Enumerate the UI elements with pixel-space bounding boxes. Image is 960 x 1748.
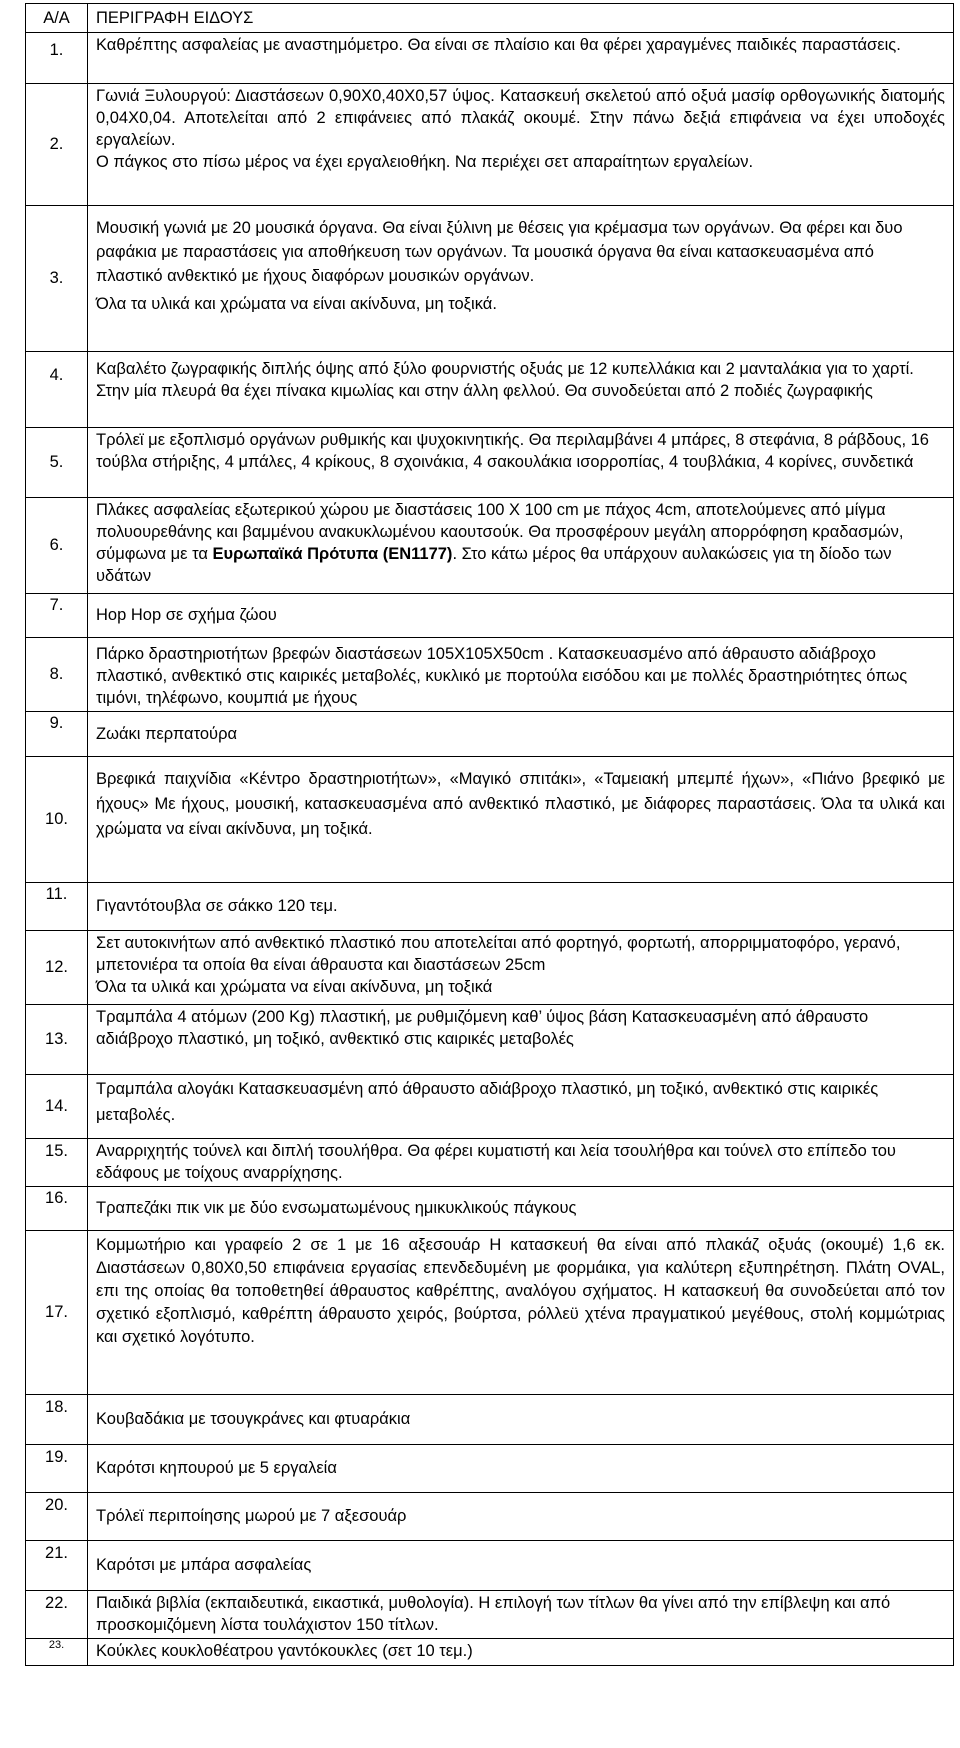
- description-line: Τραπεζάκι πικ νικ με δύο ενσωματωμένους ημικυκλικούς πάγκους: [96, 1199, 577, 1217]
- item-description: [88, 638, 954, 712]
- table-row: [26, 1591, 954, 1639]
- table-row: [26, 352, 954, 428]
- description-line: Παιδικά βιβλία (εκπαιδευτικά, εικαστικά, μυθολογία). Η επιλογή των τίτλων θα γίνει από την επίβλεψη και από προσκομιζόμενη λίστα τουλάχιστον 150 τίτλων.: [96, 1594, 891, 1634]
- item-number: 4.: [26, 352, 88, 428]
- item-description: [88, 1639, 954, 1666]
- item-description: [88, 1075, 954, 1139]
- description-line: Γιγαντότουβλα σε σάκκο 120 τεμ.: [96, 897, 338, 915]
- description-line: Βρεφικά παιχνίδια «Κέντρο δραστηριοτήτων», «Μαγικό σπιτάκι», «Ταμειακή μπεμπέ ήχων», «Πιάνο βρεφικό με ήχους» Με ήχους, μουσική, κατασκευασμένα από ανθεκτικό πλαστικό, με διάφορες παραστάσεις. Όλα τα υλικά και χρώματα να είναι ακίνδυνα, μη τοξικά.: [96, 770, 945, 838]
- item-number: 15.: [26, 1139, 88, 1187]
- item-number: 6.: [26, 498, 88, 594]
- header-number: Α/Α: [26, 4, 88, 33]
- item-number: 13.: [26, 1005, 88, 1075]
- description-line: Αναρριχητής τούνελ και διπλή τσουλήθρα. Θα φέρει κυματιστή και λεία τσουλήθρα και τούνελ στο επίπεδο του εδάφους με τοίχους αναρρίχησης.: [96, 1142, 896, 1182]
- item-number: 18.: [26, 1395, 88, 1445]
- item-number: 5.: [26, 428, 88, 498]
- header-row: [26, 4, 954, 33]
- item-number: 10.: [26, 757, 88, 883]
- item-number: 8.: [26, 638, 88, 712]
- table-row: [26, 1493, 954, 1541]
- table-row: [26, 757, 954, 883]
- description-line: Πάρκο δραστηριοτήτων βρεφών διαστάσεων 105Χ105Χ50cm . Κατασκευασμένο από άθραυστο αδιάβροχο πλαστικό, ανθεκτικό στις καιρικές μεταβολές, κυκλικό με πορτούλα εισόδου και με πολλές δραστηριότητες όπως τιμόνι, τηλέφωνο, κουμπιά με ήχους: [96, 645, 908, 707]
- table-row: [26, 1639, 954, 1666]
- description-line: Hop Hop σε σχήμα ζώου: [96, 606, 277, 624]
- table-row: [26, 594, 954, 638]
- description-line: Κουβαδάκια με τσουγκράνες και φτυαράκια: [96, 1410, 411, 1428]
- item-description: [88, 352, 954, 428]
- table-row: [26, 712, 954, 757]
- item-description: [88, 1591, 954, 1639]
- table-row: [26, 206, 954, 352]
- table-row: [26, 84, 954, 206]
- standard-reference: Ευρωπαϊκά Πρότυπα (ΕΝ1177): [212, 545, 453, 563]
- item-description: [88, 594, 954, 638]
- item-number: 9.: [26, 712, 88, 757]
- description-line: Κομμωτήριο και γραφείο 2 σε 1 με 16 αξεσουάρ Η κατασκευή θα είναι από πλακάζ οξυάς (οκουμέ) 1,6 εκ. Διαστάσεων 0,80Χ0,50 επιφάνεια εργασίας επενδεδυμένη με φορμάικα, για καλύτερη εξυπηρέτηση. Πλάτη OVAL, επι της οποίας θα τοποθετηθεί άθραυστος καθρέπτης, αναλόγου σχήματος. Η κατασκευή θα συνοδεύεται από τον σχετικό εξοπλισμό, καθρέπτη άθραυστο χειρός, βούρτσα, ρόλλεϋ χτένα πραγματικού μεγέθους, στολή κομμώτριας και σχετικό λογότυπο.: [96, 1236, 945, 1346]
- description-text: . Στο κάτω μέρος θα υπάρχουν αυλακώσεις για τη δίοδο των υδάτων: [96, 545, 892, 585]
- item-number: 20.: [26, 1493, 88, 1541]
- item-description: [88, 428, 954, 498]
- item-number: 21.: [26, 1541, 88, 1591]
- item-description: [88, 931, 954, 1005]
- item-description: [88, 757, 954, 883]
- item-description: [88, 1231, 954, 1395]
- item-number: 14.: [26, 1075, 88, 1139]
- table-row: [26, 33, 954, 84]
- item-number: 23.: [26, 1639, 88, 1666]
- table-row: [26, 428, 954, 498]
- table-row: [26, 1541, 954, 1591]
- description-line: Γωνιά Ξυλουργού: Διαστάσεων 0,90Χ0,40Χ0,57 ύψος. Κατασκευή σκελετού από οξυά μασίφ ορθογωνικής διατομής 0,04Χ0,04. Αποτελείται από 2 επιφάνειες από πλακάζ οκουμέ. Στην πάνω δεξιά επιφάνεια να έχει υποδοχές εργαλείων.: [96, 87, 945, 149]
- description-text: Πλάκες ασφαλείας εξωτερικού χώρου με διαστάσεις 100 Χ 100 cm με πάχος 4cm, αποτελούμενες από μίγμα πολυουρεθάνης και βαμμένου ανακυκλωμένου καουτσούκ. Θα προσφέρουν μεγάλη απορρόφηση κραδασμών, σύμφωνα με τα: [96, 501, 904, 563]
- item-description: [88, 883, 954, 931]
- description-line: Καρότσι κηπουρού με 5 εργαλεία: [96, 1459, 337, 1477]
- item-number: 12.: [26, 931, 88, 1005]
- table-row: [26, 1445, 954, 1493]
- description-line: Σετ αυτοκινήτων από ανθεκτικό πλαστικό που αποτελείται από φορτηγό, φορτωτή, απορριμματοφόρο, γερανό, μπετονιέρα τα οποία θα είναι άθραυστα και διαστάσεων 25cm: [96, 934, 901, 974]
- item-description: [88, 498, 954, 594]
- item-number: 17.: [26, 1231, 88, 1395]
- description-line: Τραμπάλα 4 ατόμων (200 Kg) πλαστική, με ρυθμιζόμενη καθ’ ύψος βάση Κατασκευασμένη από άθραυστο αδιάβροχο πλαστικό, μη τοξικό, ανθεκτικό στις καιρικές μεταβολές: [96, 1008, 869, 1048]
- description-line: Μουσική γωνιά με 20 μουσικά όργανα. Θα είναι ξύλινη με θέσεις για κρέμασμα των οργάνων. Θα φέρει και δυο ραφάκια με παραστάσεις για αποθήκευση των οργάνων. Τα μουσικά όργανα θα είναι κατασκευασμένα από πλαστικό ανθεκτικό με ήχους διαφόρων μουσικών οργάνων.: [96, 219, 903, 285]
- table-row: [26, 1231, 954, 1395]
- item-description: [88, 206, 954, 352]
- description-line: Καβαλέτο ζωγραφικής διπλής όψης από ξύλο φουρνιστής οξυάς με 12 κυπελλάκια και 2 μανταλάκια για το χαρτί. Στην μία πλευρά θα έχει πίνακα κιμωλίας και στην άλλη φελλού. Θα συνοδεύεται από 2 ποδιές ζωγραφικής: [96, 360, 914, 400]
- item-number: 19.: [26, 1445, 88, 1493]
- item-number: 1.: [26, 33, 88, 84]
- description-line: Τρόλεϊ περιποίησης μωρού με 7 αξεσουάρ: [96, 1507, 407, 1525]
- item-number: 3.: [26, 206, 88, 352]
- description-line: Καρότσι με μπάρα ασφαλείας: [96, 1556, 312, 1574]
- table-row: [26, 883, 954, 931]
- item-number: 2.: [26, 84, 88, 206]
- item-description: [88, 1445, 954, 1493]
- item-description: [88, 1541, 954, 1591]
- description-line: Κούκλες κουκλοθέατρου γαντόκουκλες (σετ 10 τεμ.): [96, 1642, 473, 1660]
- table-row: [26, 1005, 954, 1075]
- item-description: [88, 712, 954, 757]
- description-line: Όλα τα υλικά και χρώματα να είναι ακίνδυνα, μη τοξικά: [96, 978, 493, 996]
- description-line: Τραμπάλα αλογάκι Κατασκευασμένη από άθραυστο αδιάβροχο πλαστικό, μη τοξικό, ανθεκτικό στις καιρικές μεταβολές.: [96, 1080, 879, 1124]
- item-description: [88, 1493, 954, 1541]
- items-table: [25, 3, 954, 1666]
- description-line: Όλα τα υλικά και χρώματα να είναι ακίνδυνα, μη τοξικά.: [96, 295, 497, 313]
- item-number: 11.: [26, 883, 88, 931]
- table-row: [26, 638, 954, 712]
- item-number: 7.: [26, 594, 88, 638]
- item-description: [88, 84, 954, 206]
- item-description: [88, 1395, 954, 1445]
- item-description: [88, 1005, 954, 1075]
- table-row: [26, 1075, 954, 1139]
- item-number: 16.: [26, 1187, 88, 1231]
- table-row: [26, 1139, 954, 1187]
- table-row: [26, 1395, 954, 1445]
- item-description: [88, 1187, 954, 1231]
- header-description: ΠΕΡΙΓΡΑΦΗ ΕΙΔΟΥΣ: [88, 4, 954, 33]
- table-row: [26, 931, 954, 1005]
- table-row: [26, 1187, 954, 1231]
- table-row: [26, 498, 954, 594]
- description-line: Τρόλεϊ με εξοπλισμό οργάνων ρυθμικής και ψυχοκινητικής. Θα περιλαμβάνει 4 μπάρες, 8 στεφάνια, 8 ράβδους, 16 τούβλα στήριξης, 4 μπάλες, 4 κρίκους, 8 σχοινάκια, 4 σακουλάκια ισορροπίας, 4 τουβλάκια, 4 κορίνες, συνδετικά: [96, 431, 929, 471]
- item-description: [88, 1139, 954, 1187]
- item-number: 22.: [26, 1591, 88, 1639]
- item-description: [88, 33, 954, 84]
- description-line: Ζωάκι περπατούρα: [96, 724, 237, 743]
- description-line: Καθρέπτης ασφαλείας με αναστημόμετρο. Θα είναι σε πλαίσιο και θα φέρει χαραγμένες παιδικές παραστάσεις.: [96, 36, 901, 54]
- description-line: Ο πάγκος στο πίσω μέρος να έχει εργαλειοθήκη. Να περιέχει σετ απαραίτητων εργαλείων.: [96, 153, 754, 171]
